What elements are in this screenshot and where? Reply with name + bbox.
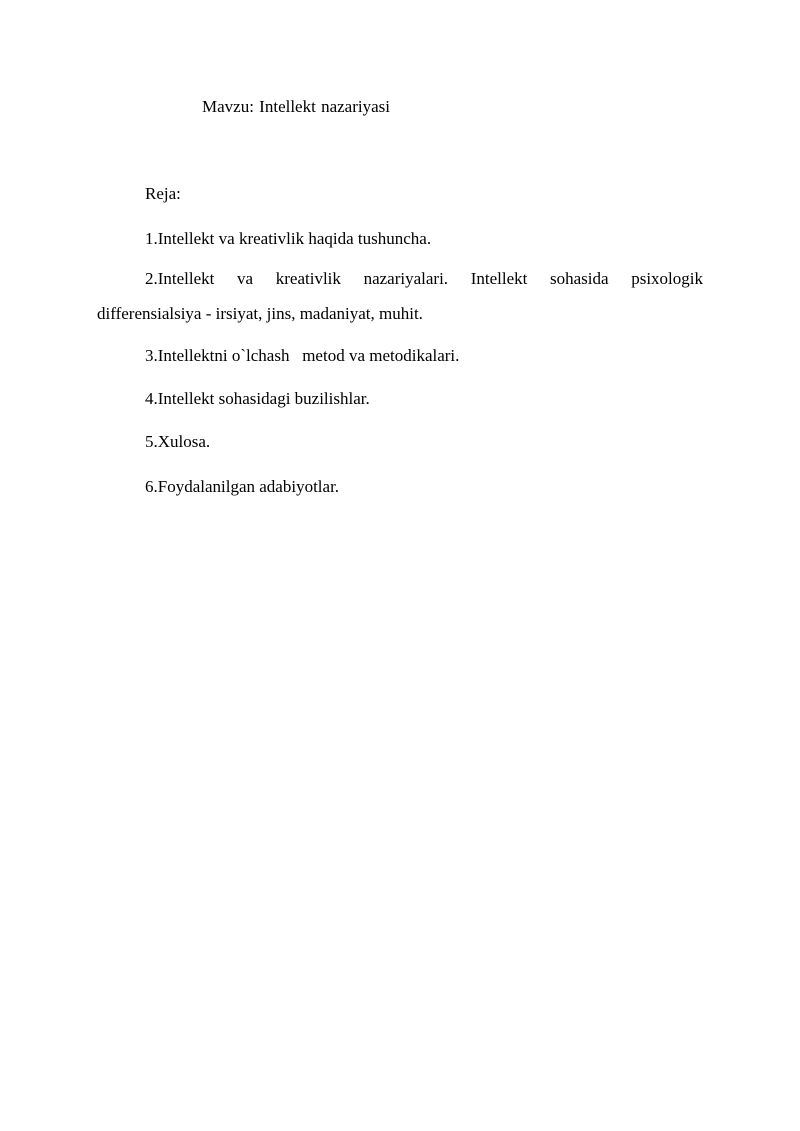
plan-heading: Reja: [145, 184, 181, 203]
plan-item-3: 3.Intellektni o`lchash metod va metodikalari. [145, 346, 460, 365]
plan-item-5: 5.Xulosa. [145, 432, 211, 451]
plan-item-2-line-2: differensialsiya - irsiyat, jins, madaniyat, muhit. [97, 304, 423, 323]
topic-title: Mavzu: Intellekt nazariyasi [202, 97, 390, 116]
plan-item-2-line-1: 2.Intellekt va kreativlik nazariyalari. Intellekt sohasida psixologik [145, 269, 703, 288]
plan-item-4: 4.Intellekt sohasidagi buzilishlar. [145, 389, 370, 408]
plan-item-1: 1.Intellekt va kreativlik haqida tushuncha. [145, 229, 432, 248]
plan-item-6: 6.Foydalanilgan adabiyotlar. [145, 477, 340, 496]
